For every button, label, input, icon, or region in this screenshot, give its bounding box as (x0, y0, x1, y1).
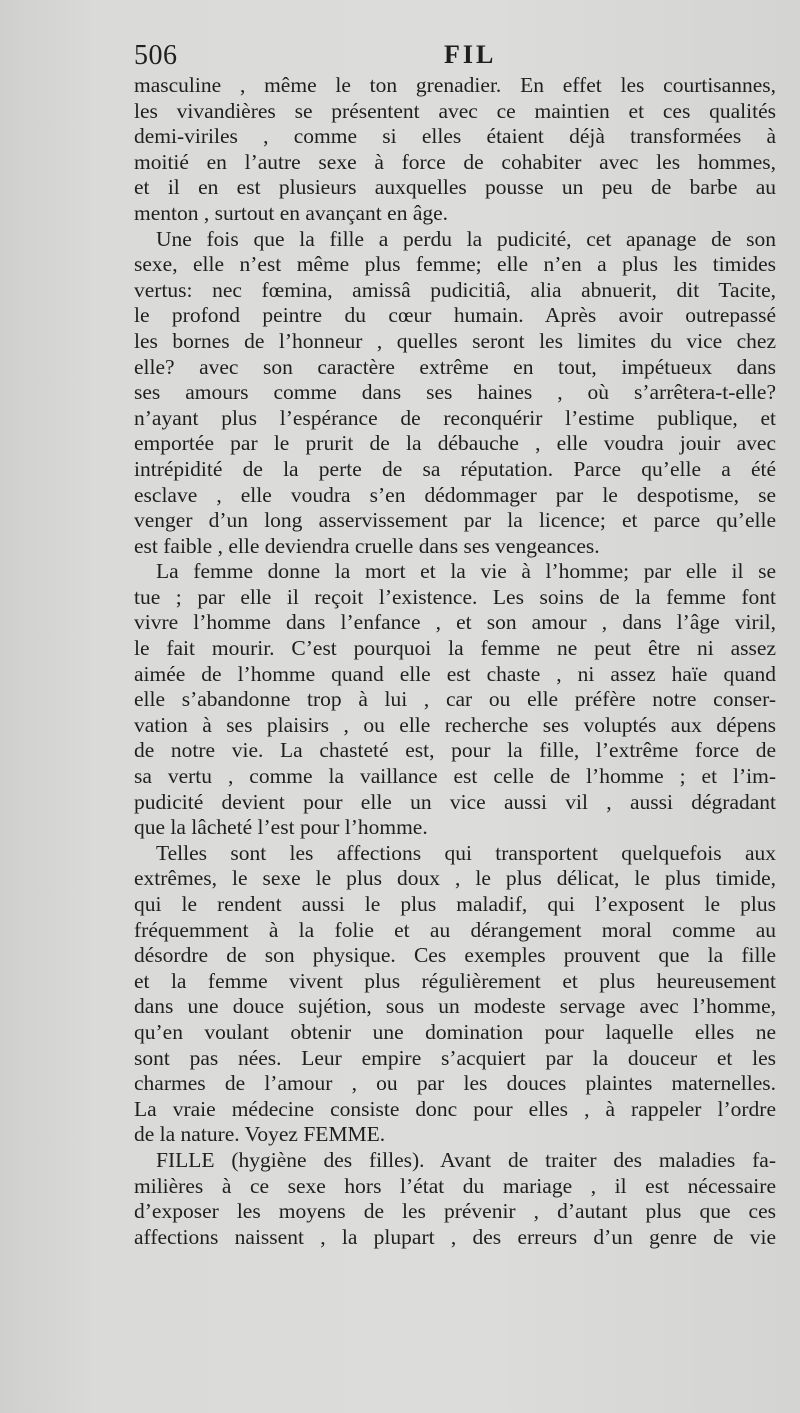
text-line: et la femme vivent plus régulièrement et plus heureusement (134, 968, 776, 993)
text-line: que la lâcheté l’est pour l’homme. (134, 815, 428, 840)
running-head: FIL (444, 40, 497, 69)
text-line: emportée par le prurit de la débauche , elle voudra jouir avec (134, 431, 776, 456)
text-line: fréquemment à la folie et au dérangement moral comme au (134, 917, 776, 942)
text-line: milières à ce sexe hors l’état du mariage , il est nécessaire (134, 1173, 776, 1198)
text-line: qu’en voulant obtenir une domination pour laquelle elles ne (134, 1019, 776, 1044)
text-line: sont pas nées. Leur empire s’acquiert par la douceur et les (134, 1045, 776, 1070)
text-line: est faible , elle deviendra cruelle dans ses vengeances. (134, 533, 600, 558)
text-line: tue ; par elle il reçoit l’existence. Les soins de la femme font (134, 584, 776, 609)
text-line: le fait mourir. C’est pourquoi la femme ne peut être ni assez (134, 636, 776, 661)
text-line: vivre l’homme dans l’enfance , et son amour , dans l’âge viril, (134, 610, 776, 635)
text-line: les bornes de l’honneur , quelles seront les limites du vice chez (134, 328, 776, 353)
text-line: La vraie médecine consiste donc pour elles , à rappeler l’ordre (134, 1096, 776, 1121)
text-line: moitié en l’autre sexe à force de cohabiter avec les hommes, (134, 149, 776, 174)
text-line: intrépidité de la perte de sa réputation. Parce qu’elle a été (134, 456, 776, 481)
text-line: le profond peintre du cœur humain. Après avoir outrepassé (134, 303, 776, 328)
text-line: elle s’abandonne trop à lui , car ou elle préfère notre conser- (134, 687, 776, 712)
text-line: Une fois que la fille a perdu la pudicité, cet apanage de son (156, 226, 776, 251)
body-text (134, 73, 776, 1250)
text-line: dans une douce sujétion, sous un modeste servage avec l’homme, (134, 994, 776, 1019)
text-line: charmes de l’amour , ou par les douces plaintes maternelles. (134, 1071, 776, 1096)
text-line: aimée de l’homme quand elle est chaste , ni assez haïe quand (134, 661, 776, 686)
text-line: qui le rendent aussi le plus maladif, qui l’exposent le plus (134, 892, 776, 916)
text-line: elle? avec son caractère extrême en tout, impétueux dans (134, 354, 776, 379)
text-line: les vivandières se présentent avec ce maintien et ces qualités (134, 98, 776, 123)
text-line: demi-viriles , comme si elles étaient déjà transformées à (134, 124, 776, 149)
text-line: esclave , elle voudra s’en dédommager par le despotisme, se (134, 482, 776, 507)
text-line: vertus: nec fœmina, amissâ pudicitiâ, alia abnuerit, dit Tacite, (134, 277, 776, 302)
text-line: n’ayant plus l’espérance de reconquérir l’estime publique, et (134, 405, 776, 430)
text-line: ses amours comme dans ses haines , où s’arrêtera-t-elle? (134, 380, 776, 405)
text-line: pudicité devient pour elle un vice aussi vil , aussi dégradant (134, 789, 776, 814)
text-line: et il en est plusieurs auxquelles pousse un peu de barbe au (134, 175, 776, 200)
text-line: La femme donne la mort et la vie à l’homme; par elle il se (156, 559, 776, 584)
text-line: sa vertu , comme la vaillance est celle de l’homme ; et l’im- (134, 764, 776, 789)
text-line: extrêmes, le sexe le plus doux , le plus délicat, le plus timide, (134, 866, 776, 891)
text-line: de la nature. Voyez FEMME. (134, 1122, 386, 1147)
text-line: FILLE (hygiène des filles). Avant de traiter des maladies fa- (156, 1147, 776, 1172)
text-line: sexe, elle n’est même plus femme; elle n’en a plus les timides (134, 252, 776, 277)
text-line: Telles sont les affections qui transportent quelquefois aux (156, 840, 776, 865)
page-number: 506 (134, 40, 178, 71)
text-line: de notre vie. La chasteté est, pour la fille, l’extrême force de (134, 738, 776, 763)
text-line: d’exposer les moyens de les prévenir , d’autant plus que ces (134, 1199, 776, 1224)
text-line: affections naissent , la plupart , des erreurs d’un genre de vie (134, 1224, 776, 1249)
text-line: menton , surtout en avançant en âge. (134, 200, 449, 225)
text-line: masculine , même le ton grenadier. En effet les courtisannes, (134, 73, 776, 97)
text-line: venger d’un long asservissement par la licence; et parce qu’elle (134, 508, 776, 533)
text-line: vation à ses plaisirs , ou elle recherche ses voluptés aux dépens (134, 712, 776, 737)
text-line: désordre de son physique. Ces exemples prouvent que la fille (134, 943, 776, 968)
